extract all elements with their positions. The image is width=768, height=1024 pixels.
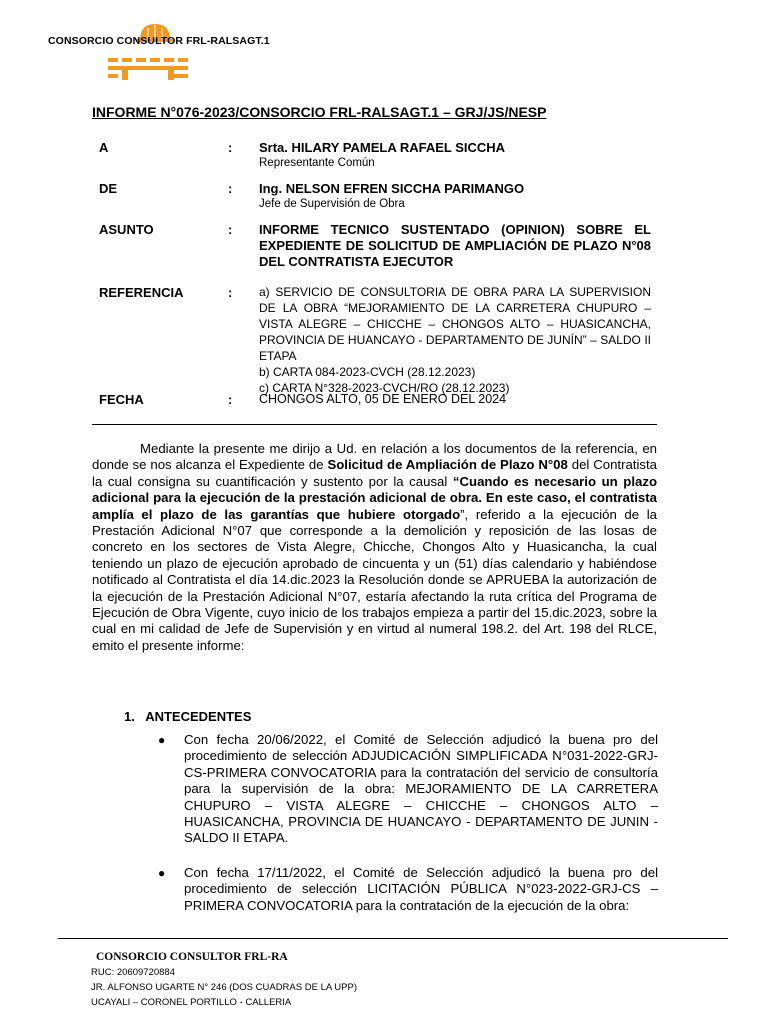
list-item: Con fecha 20/06/2022, el Comité de Selección adjudicó la buena pro del procedimiento de selección ADJUDICACIÓN SIMPLIFICADA N°031-2022-GRJ-CS-PRIMERA CONVOCATORIA para la contratación del servicio de consultoría para la supervisión de la obra: MEJORAMIENTO DE LA CARRETERA CHUPURO – VISTA ALEGRE – CHICCHE – CHONGOS ALTO – HUASICANCHA, PROVINCIA DE HUANCAYO - DEPARTAMENTO DE JUNIN - SALDO II ETAPA. [184, 732, 658, 846]
body-bold-quote: “Cuando es necesario un plazo adicional para la ejecución de la prestación adicional de obra. En este caso, el contratista amplía el plazo de las garantías que hubiere otorgado [92, 473, 658, 522]
section-heading-antecedentes: 1. ANTECEDENTES [124, 709, 252, 724]
recipient-name: Srta. HILARY PAMELA RAFAEL SICCHA [259, 140, 506, 155]
body-bold-text: Solicitud de Ampliación de Plazo N°08 [327, 457, 568, 473]
list-item: Con fecha 17/11/2022, el Comité de Selección adjudicó la buena pro del procedimiento de selección LICITACIÓN PÚBLICA N°023-2022-GRJ-CS – PRIMERA CONVOCATORIA para la contratación de la ejecución de la obra: [184, 865, 658, 913]
field-label-de: DE [99, 181, 118, 196]
reference-item-c: c) CARTA N°328-2023-CVCH/RO (28.12.2023) [259, 381, 510, 395]
sender-role: Jefe de Supervisión de Obra [259, 198, 405, 210]
field-label-a: A [99, 140, 109, 155]
field-colon: : [228, 181, 233, 196]
company-name: CONSORCIO CONSULTOR FRL-RALSAGT.1 [48, 35, 270, 47]
body-text: Mediante la presente me dirijo a Ud. en relación a los documentos de la referencia, en donde se nos alcanza el Expediente de [92, 441, 657, 473]
company-logo [100, 14, 210, 85]
body-text: ”, referido a la ejecución de la Prestación Adicional N°07 que corresponde a la demolición y reposición de las losas de concreto en los sectores de Vista Alegre, Chicche, Chongos Alto y Huasicancha, la cual teniendo un plazo de ejecución aprobado de cincuenta y un (51) días calendario y habiéndose notificado al Contratista el día 14.dic.2023 la Resolución donde se APRUEBA la autorización de la ejecución de la Prestación Adicional N°07, estaría afectando la ruta crítica del Programa de Ejecución de Obra Vigente, cuyo inicio de los trabajos empieza a partir del 15.dic.2023, sobre la cual en mi calidad de Jefe de Supervisión y en virtud al numeral 198.2. del Art. 198 del RLCE, emito el presente informe: [92, 506, 657, 653]
recipient-role: Representante Común [259, 157, 375, 169]
field-colon: : [228, 392, 233, 407]
reference-list [259, 284, 651, 396]
field-label-asunto: ASUNTO [99, 222, 154, 237]
bullet-icon: ● [158, 866, 166, 880]
date-text: CHONGOS ALTO, 05 DE ENERO DEL 2024 [259, 392, 507, 406]
header-divider [92, 424, 657, 425]
reference-item-b: b) CARTA 084-2023-CVCH (28.12.2023) [259, 365, 476, 379]
document-title: INFORME N°076-2023/CONSORCIO FRL-RALSAGT.1 – GRJ/JS/NESP [92, 104, 547, 120]
field-label-fecha: FECHA [99, 392, 144, 407]
field-colon: : [228, 222, 233, 237]
subject-text: INFORME TECNICO SUSTENTADO (OPINION) SOBRE EL EXPEDIENTE DE SOLICITUD DE AMPLIACIÓN DE PLAZO N°08 DEL CONTRATISTA EJECUTOR [259, 222, 651, 269]
sender-name: Ing. NELSON EFREN SICCHA PARIMANGO [259, 181, 525, 196]
footer-divider [58, 938, 728, 939]
reference-item-a: a) SERVICIO DE CONSULTORIA DE OBRA PARA LA SUPERVISION DE LA OBRA “MEJORAMIENTO DE LA CARRETERA CHUPURO – VISTA ALEGRE – CHICCHE – CHONGOS ALTO – HUASICANCHA, PROVINCIA DE HUANCAYO - DEPARTAMENTO DE JUNÍN” – SALDO II ETAPA [259, 285, 651, 363]
body-text: del Contratista la cual consigna su cuantificación y sustento por la causal [92, 457, 657, 489]
footer-ruc: RUC: 20609720884 [91, 967, 175, 978]
footer-company: CONSORCIO CONSULTOR FRL-RA [96, 951, 288, 963]
field-label-referencia: REFERENCIA [99, 285, 184, 300]
field-colon: : [228, 140, 233, 155]
body-paragraph [92, 441, 657, 654]
bullet-icon: ● [158, 733, 166, 747]
footer-address-2: UCAYALI – CORONEL PORTILLO - CALLERIA [91, 997, 292, 1008]
footer-address-1: JR. ALFONSO UGARTE N° 246 (DOS CUADRAS DE LA UPP) [91, 982, 357, 993]
field-colon: : [228, 285, 233, 300]
